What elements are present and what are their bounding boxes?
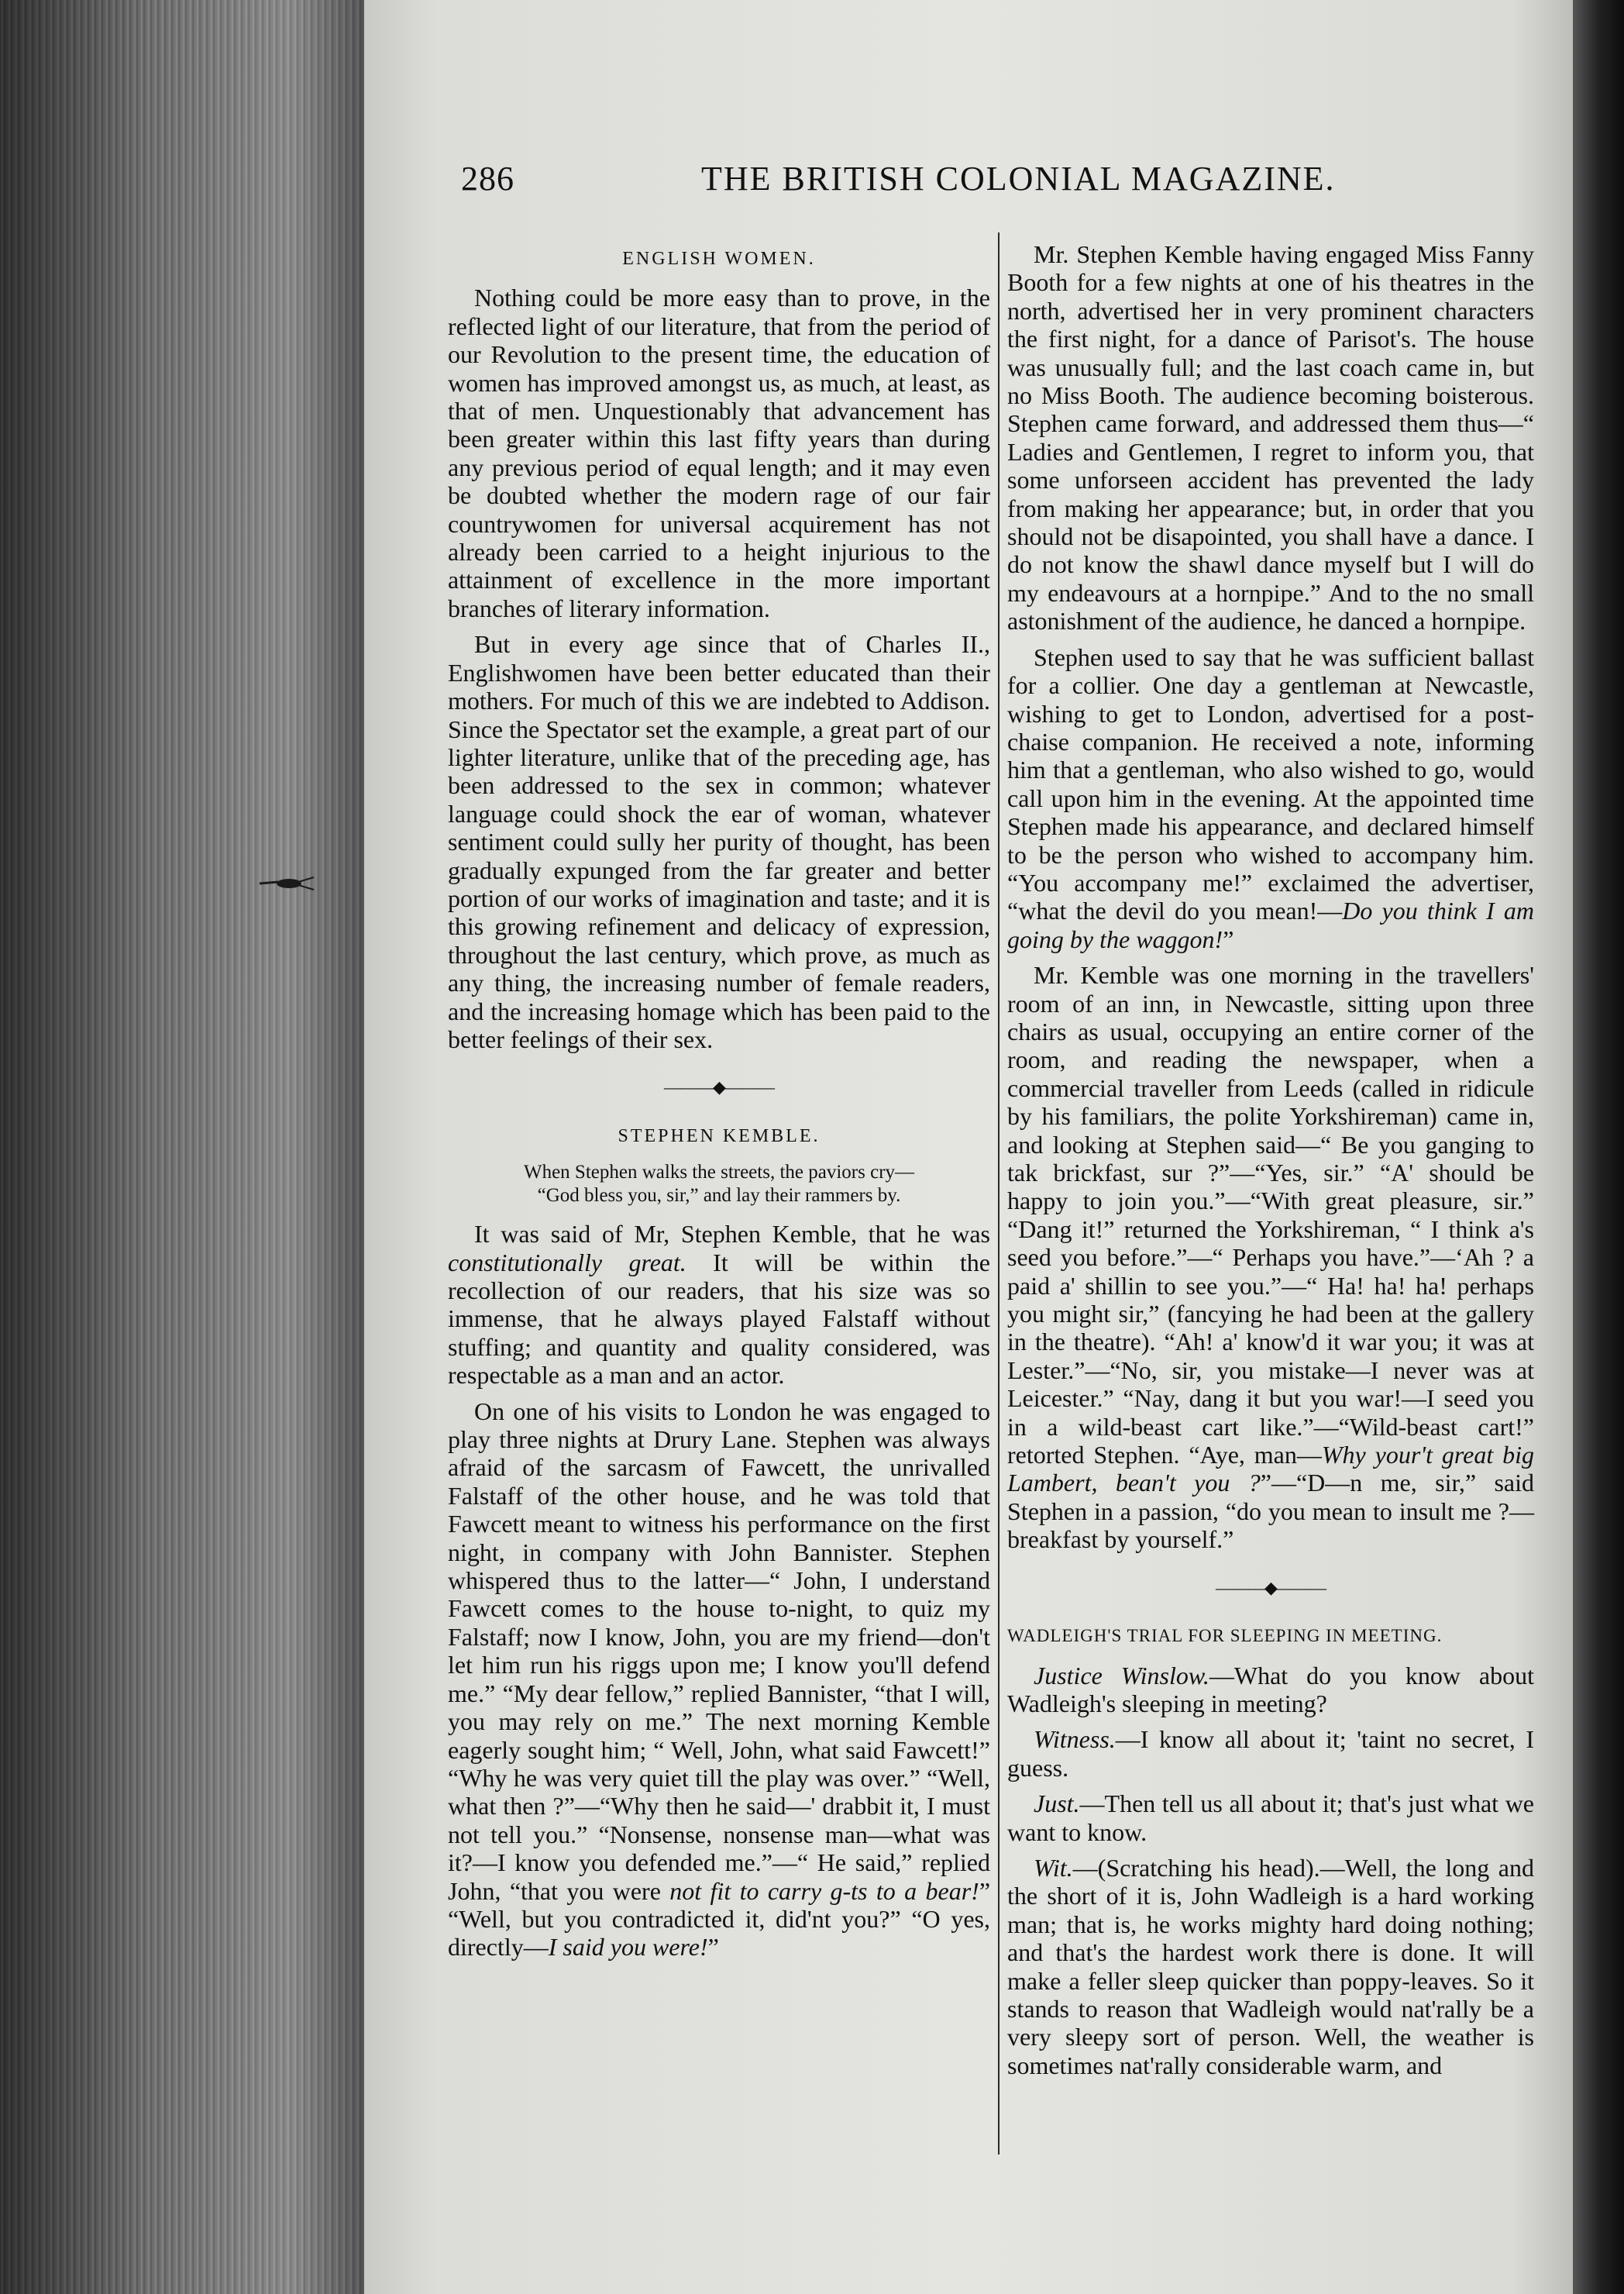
section-heading-wadleigh: WADLEIGH'S TRIAL FOR SLEEPING IN MEETING. (1007, 1626, 1443, 1646)
text-run: Stephen used to say that he was sufficient ballast for a collier. One day a gentleman at Newcastle, wishing to get to London, advertised for a post-chaise companion. He received a note, informing him that a gentleman, who also wished to go, would call upon him in the evening. At the appointed time Stephen made his appearance, and declared himself to be the person who wished to accompany him. “You accompany me!” exclaimed the advertiser, “what the devil do you mean!— (1007, 642, 1534, 925)
section-separator: ———◆——— (664, 1077, 774, 1097)
section-heading-stephen-kemble: STEPHEN KEMBLE. (618, 1125, 821, 1146)
right-column (1007, 240, 1534, 2079)
section-heading-english-women: ENGLISH WOMEN. (622, 249, 816, 269)
page-header (461, 159, 1542, 213)
left-column (448, 240, 990, 1962)
italic-run: not fit to carry g-ts to a bear! (669, 1876, 979, 1905)
paragraph (1007, 961, 1534, 1554)
section-separator: ———◆——— (1216, 1577, 1326, 1597)
text-run: ” “Well, but you contradicted it, did'nt you?” “O yes, directly— (448, 1876, 991, 1962)
paragraph (448, 1220, 990, 1389)
paragraph: Nothing could be more easy than to prove, in the reflected light of our literature, that from the period of our Revolution to the present time, the education of women has improved amongst us, as much, at least, as that of men. Unquestionably that advancement has been greater within this last fifty years than during any previous period of equal length; and it may even be doubted whether the modern rage of our fair countrywomen for universal acquirement has not already been carried to a height injurious to the attainment of excellence in the more important branches of literary information. (448, 284, 990, 622)
paragraph (448, 1397, 990, 1962)
italic-run: Do you think I am going by the waggon! (1007, 897, 1535, 953)
text-run: It was said of Mr, Stephen Kemble, that he was (474, 1220, 990, 1249)
speaker-name: Just. (1034, 1789, 1080, 1818)
text-run: ” (1223, 925, 1234, 953)
dialogue-line (1007, 1725, 1534, 1782)
italic-run: Why your't great big Lambert, bean't you ? (1007, 1441, 1535, 1497)
text-run: On one of his visits to London he was engaged to play three nights at Drury Lane. Stephen was always afraid of the sarcasm of Fawcett, the unrivalled Falstaff of the other house, and he was told that Fawcett meant to witness his performance on the first night, in company with John Bannister. Stephen whispered thus to the latter—“ John, I understand Fawcett comes to the house to-night, to quiz my Falstaff; now I know, John, you are my friend—don't let him run his riggs upon me; I know you'll defend me.” “My dear fellow,” replied Bannister, “that I will, you may rely on me.” The next morning Kemble eagerly sought him; “ Well, John, what said Fawcett!” “Why he was very quiet till the play was over.” “Well, what then ?”—“Why then he said—' drabbit it, I must not tell you.” “Nonsense, nonsense man—what was it?—I know you defended me.”—“ He said,” replied John, “that you were (448, 1397, 990, 1905)
epigraph-line: When Stephen walks the streets, the paviors cry— (523, 1162, 915, 1183)
insect-mark (260, 874, 315, 893)
dialogue-text: —(Scratching his head).—Well, the long and the short of it is, John Wadleigh is a hard working man; that is, he works mighty hard doing nothing; and that's the hardest work there is done. It will make a feller sleep quicker than poppy-leaves. So it stands to reason that Wadleigh would nat'rally be a very sleepy sort of person. Well, the weather is sometimes nat'rally considerable warm, and (1007, 1853, 1534, 2079)
speaker-name: Justice Winslow. (1034, 1661, 1209, 1690)
dialogue-line (1007, 1789, 1534, 1846)
text-run: ” (707, 1933, 719, 1962)
book-page-edges (0, 0, 364, 2294)
italic-run: I said you were! (548, 1933, 708, 1962)
text-run: ”—“D—n me, sir,” said Stephen in a passion, “do you mean to insult me ?—breakfast by yourself.” (1007, 1469, 1535, 1554)
epigraph (448, 1161, 990, 1207)
text-run: Mr. Kemble was one morning in the travellers' room of an inn, in Newcastle, sitting upon three chairs as usual, occupying an entire corner of the room, and reading the newspaper, when a commercial traveller from Leeds (called in ridicule by his familiars, the polite Yorkshireman) came in, and looking at Stephen said—“ Be you ganging to tak brickfast, sur ?”—“Yes, sir.” “A' should be happy to join you.”—“With great pleasure, sir.” “Dang it!” returned the Yorkshireman, “ I think a's seed you before.”—“ Perhaps you have.”—‘Ah ? a paid a' shillin to see you.”—“ Ha! ha! ha! perhaps you might sir,” (fancying he had been at the gallery in the theatre). “Ah! a' know'd it war you; it was at Lester.”—“No, sir, you mistake—I never was at Leicester.” “Nay, dang it but you war!—I seed you in a wild-beast cart like.”—“Wild-beast cart!” retorted Stephen. “Aye, man— (1007, 961, 1534, 1469)
dialogue-text: —What do you know about Wadleigh's sleeping in meeting? (1007, 1661, 1535, 1717)
text-run: It will be within the recollection of our readers, that his size was so immense, that he always played Falstaff without stuffing; and quantity and quality considered, was respectable as a man and an actor. (448, 1248, 991, 1390)
dialogue-text: —I know all about it; 'taint no secret, I guess. (1007, 1725, 1534, 1782)
epigraph-line: “God bless you, sir,” and lay their rammers by. (537, 1185, 901, 1207)
paragraph: But in every age since that of Charles II., Englishwomen have been better educated than their mothers. For much of this we are indebted to Addison. Since the Spectator set the example, a great part of our lighter literature, unlike that of the preceding age, has been addressed to the sex in common; whatever language could shock the ear of woman, whatever sentiment could sully her purity of thought, has been gradually expunged from the far greater and better portion of our works of imagination and taste; and it is this growing refinement and delicacy of expression, throughout the last century, which prove, as much as any thing, the increasing number of female readers, and the increasing homage which has been paid to the better feelings of their sex. (448, 630, 990, 1053)
speaker-name: Wit. (1034, 1853, 1073, 1882)
running-title: THE BRITISH COLONIAL MAGAZINE. (701, 160, 1336, 198)
italic-run: constitutionally great. (448, 1248, 686, 1276)
dialogue-text: —Then tell us all about it; that's just what we want to know. (1007, 1789, 1534, 1846)
paragraph (1007, 643, 1534, 953)
page-number: 286 (461, 160, 514, 198)
paragraph: Mr. Stephen Kemble having engaged Miss Fanny Booth for a few nights at one of his theatres in the north, advertised her in very prominent characters the first night, for a dance of Parisot's. The house was unusually full; and the last coach came in, but no Miss Booth. The audience becoming boisterous. Stephen came forward, and addressed them thus—“ Ladies and Gentlemen, I regret to inform you, that some unforseen accident has prevented the lady from making her appearance; but, in order that you should not be disapointed, you shall have a dance. I do not know the shawl dance myself but I will do my endeavours at a hornpipe.” And to the no small astonishment of the audience, he danced a hornpipe. (1007, 240, 1534, 636)
column-divider (998, 232, 1000, 2154)
gutter-shadow (1573, 0, 1624, 2294)
dialogue-line (1007, 1854, 1534, 2079)
dialogue-line (1007, 1662, 1534, 1718)
speaker-name: Witness. (1034, 1725, 1116, 1754)
